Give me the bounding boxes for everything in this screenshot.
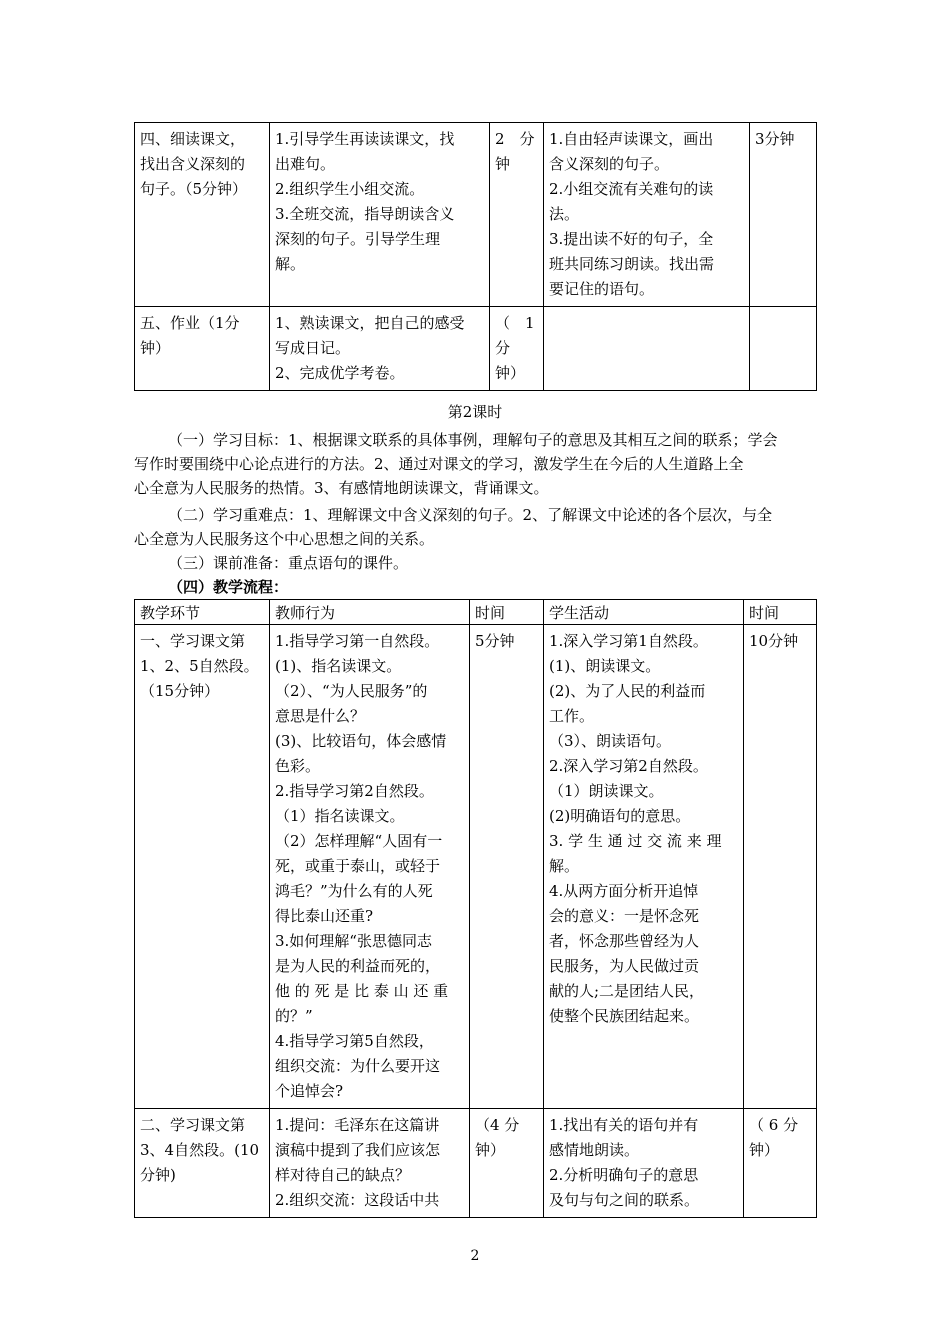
column-header: 教学环节 — [135, 600, 270, 625]
learning-goals: （一）学习目标：1、根据课文联系的具体事例，理解句子的意思及其相互之间的联系；学会 写作时要围绕中心论点进行的方法。2、通过对课文的学习，激发学生在今后的人生道路上全 心全意为人民服务的热情。3、有感情地朗读课文，背诵课文。 — [134, 431, 778, 497]
student-cell: 1.深入学习第1自然段。 (1)、朗读课文。 (2)、为了人民的利益而 工作。 （3）、朗读语句。 2.深入学习第2自然段。 （1）朗读课文。 (2)明确语句的意思。 3. 学 生 通 过 交 流 来 理 解。 4.从两方面分析开追悼 会的意义：一是怀念死 者，怀念那些曾经为人 民服务，为人民做过贡 献的人;二是团结人民， 使整个民族团结起来。 — [544, 625, 744, 1109]
teacher-cell: 1.提问：毛泽东在这篇讲 演稿中提到了我们应该怎 样对待自己的缺点？ 2.组织交流：这段话中共 — [270, 1109, 470, 1218]
student-cell: 1.找出有关的语句并有 感情地朗读。 2.分析明确句子的意思 及句与句之间的联系。 — [544, 1109, 744, 1218]
table-row — [135, 307, 817, 391]
table-row — [135, 1109, 817, 1218]
table-row — [135, 123, 817, 307]
time-cell: （ 1 分 钟） — [490, 307, 544, 391]
table-teaching-process — [134, 599, 817, 1218]
student-cell — [544, 307, 750, 391]
time-cell: 3分钟 — [750, 123, 817, 307]
student-cell: 1.自由轻声读课文，画出 含义深刻的句子。 2.小组交流有关难句的读 法。 3.提出读不好的句子，全 班共同练习朗读。找出需 要记住的语句。 — [544, 123, 750, 307]
time-cell: 2 分 钟 — [490, 123, 544, 307]
class-preparation: （三）课前准备：重点语句的课件。 — [168, 554, 409, 572]
time-cell: 5分钟 — [470, 625, 544, 1109]
table-header-row — [135, 600, 817, 625]
table-row — [135, 625, 817, 1109]
page-number: 2 — [470, 1248, 480, 1264]
section-cell: 一、学习课文第 1、2、5自然段。 （15分钟） — [135, 625, 270, 1109]
time-cell — [750, 307, 817, 391]
teacher-cell: 1.指导学习第一自然段。 (1)、指名读课文。 （2）、“为人民服务”的 意思是什么？ (3)、比较语句，体会感情 色彩。 2.指导学习第2自然段。 （1）指名读课文。 （2）怎样理解“人固有一 死，或重于泰山，或轻于 鸿毛？”为什么有的人死 得比泰山还重? 3.如何理解“张思德同志 是为人民的利益而死的， 他 的 死 是 比 泰 山 还 重 的？” 4.指导学习第5自然段， 组织交流：为什么要开这 个追悼会? — [270, 625, 470, 1109]
column-header: 时间 — [744, 600, 817, 625]
lesson-title: 第2课时 — [447, 403, 503, 421]
process-heading: （四）教学流程： — [168, 578, 289, 596]
section-cell: 五、作业（1分 钟） — [135, 307, 270, 391]
column-header: 学生活动 — [544, 600, 744, 625]
teacher-cell: 1.引导学生再读读课文，找 出难句。 2.组织学生小组交流。 3.全班交流，指导朗读含义 深刻的句子。引导学生理 解。 — [270, 123, 490, 307]
learning-difficulties: （二）学习重难点：1、理解课文中含义深刻的句子。2、了解课文中论述的各个层次，与全 心全意为人民服务这个中心思想之间的关系。 — [134, 506, 773, 548]
section-cell: 四、细读课文， 找出含义深刻的 句子。（5分钟） — [135, 123, 270, 307]
time-cell: （ 6 分 钟） — [744, 1109, 817, 1218]
section-cell: 二、学习课文第 3、4自然段。(10 分钟) — [135, 1109, 270, 1218]
column-header: 教师行为 — [270, 600, 470, 625]
table-lesson1-continued — [134, 122, 817, 391]
teacher-cell: 1、熟读课文，把自己的感受 写成日记。 2、完成优学考卷。 — [270, 307, 490, 391]
time-cell: 10分钟 — [744, 625, 817, 1109]
column-header: 时间 — [470, 600, 544, 625]
time-cell: （4 分 钟） — [470, 1109, 544, 1218]
